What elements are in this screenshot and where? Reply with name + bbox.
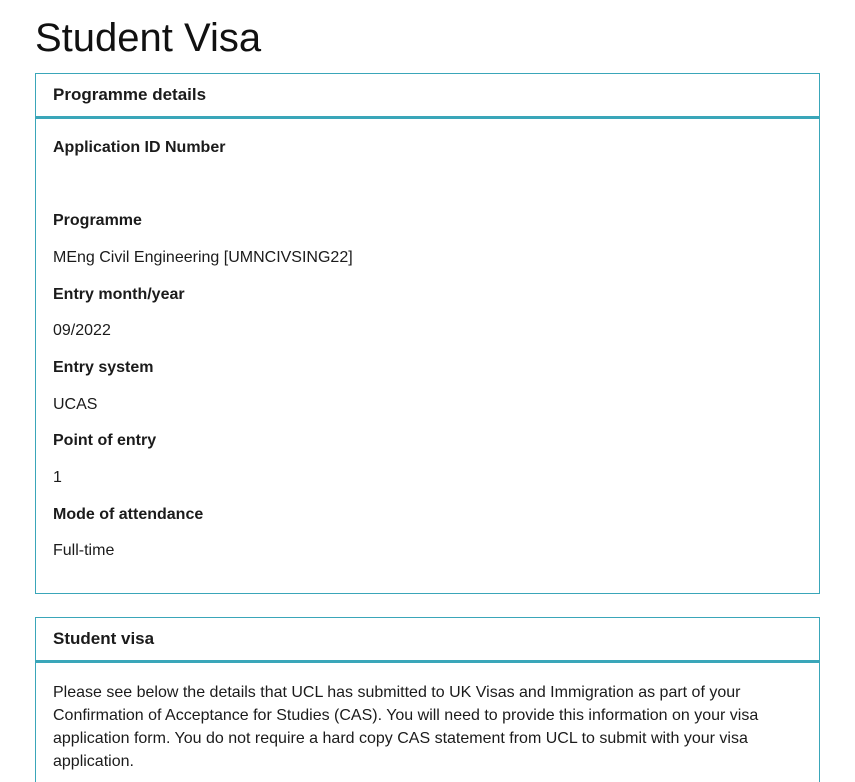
mode-of-attendance-value: Full-time — [53, 542, 115, 559]
point-of-entry-label: Point of entry — [53, 432, 157, 449]
student-visa-header — [36, 618, 819, 663]
programme-details-heading: Programme details — [53, 85, 207, 104]
programme-label: Programme — [53, 212, 142, 229]
mode-of-attendance-label: Mode of attendance — [53, 506, 204, 523]
student-visa-description: Please see below the details that UCL has submitted to UK Visas and Immigration as part of your Confirmation of Acceptance for Studies (CAS). You will need to provide this information on your visa application form. You do not require a hard copy CAS statement from UCL to submit with your visa application. — [53, 684, 759, 770]
application-id-label: Application ID Number — [53, 139, 226, 156]
entry-system-value: UCAS — [53, 396, 98, 413]
student-visa-panel — [35, 617, 820, 782]
student-visa-heading: Student visa — [53, 629, 155, 648]
entry-system-label: Entry system — [53, 359, 154, 376]
programme-value: MEng Civil Engineering [UMNCIVSING22] — [53, 249, 353, 266]
entry-month-year-value: 09/2022 — [53, 322, 111, 339]
programme-details-header — [36, 74, 819, 119]
entry-month-year-label: Entry month/year — [53, 286, 185, 303]
programme-details-panel — [35, 73, 820, 594]
page-title: Student Visa — [35, 16, 262, 60]
student-visa-body — [36, 663, 819, 773]
point-of-entry-value: 1 — [53, 469, 62, 486]
